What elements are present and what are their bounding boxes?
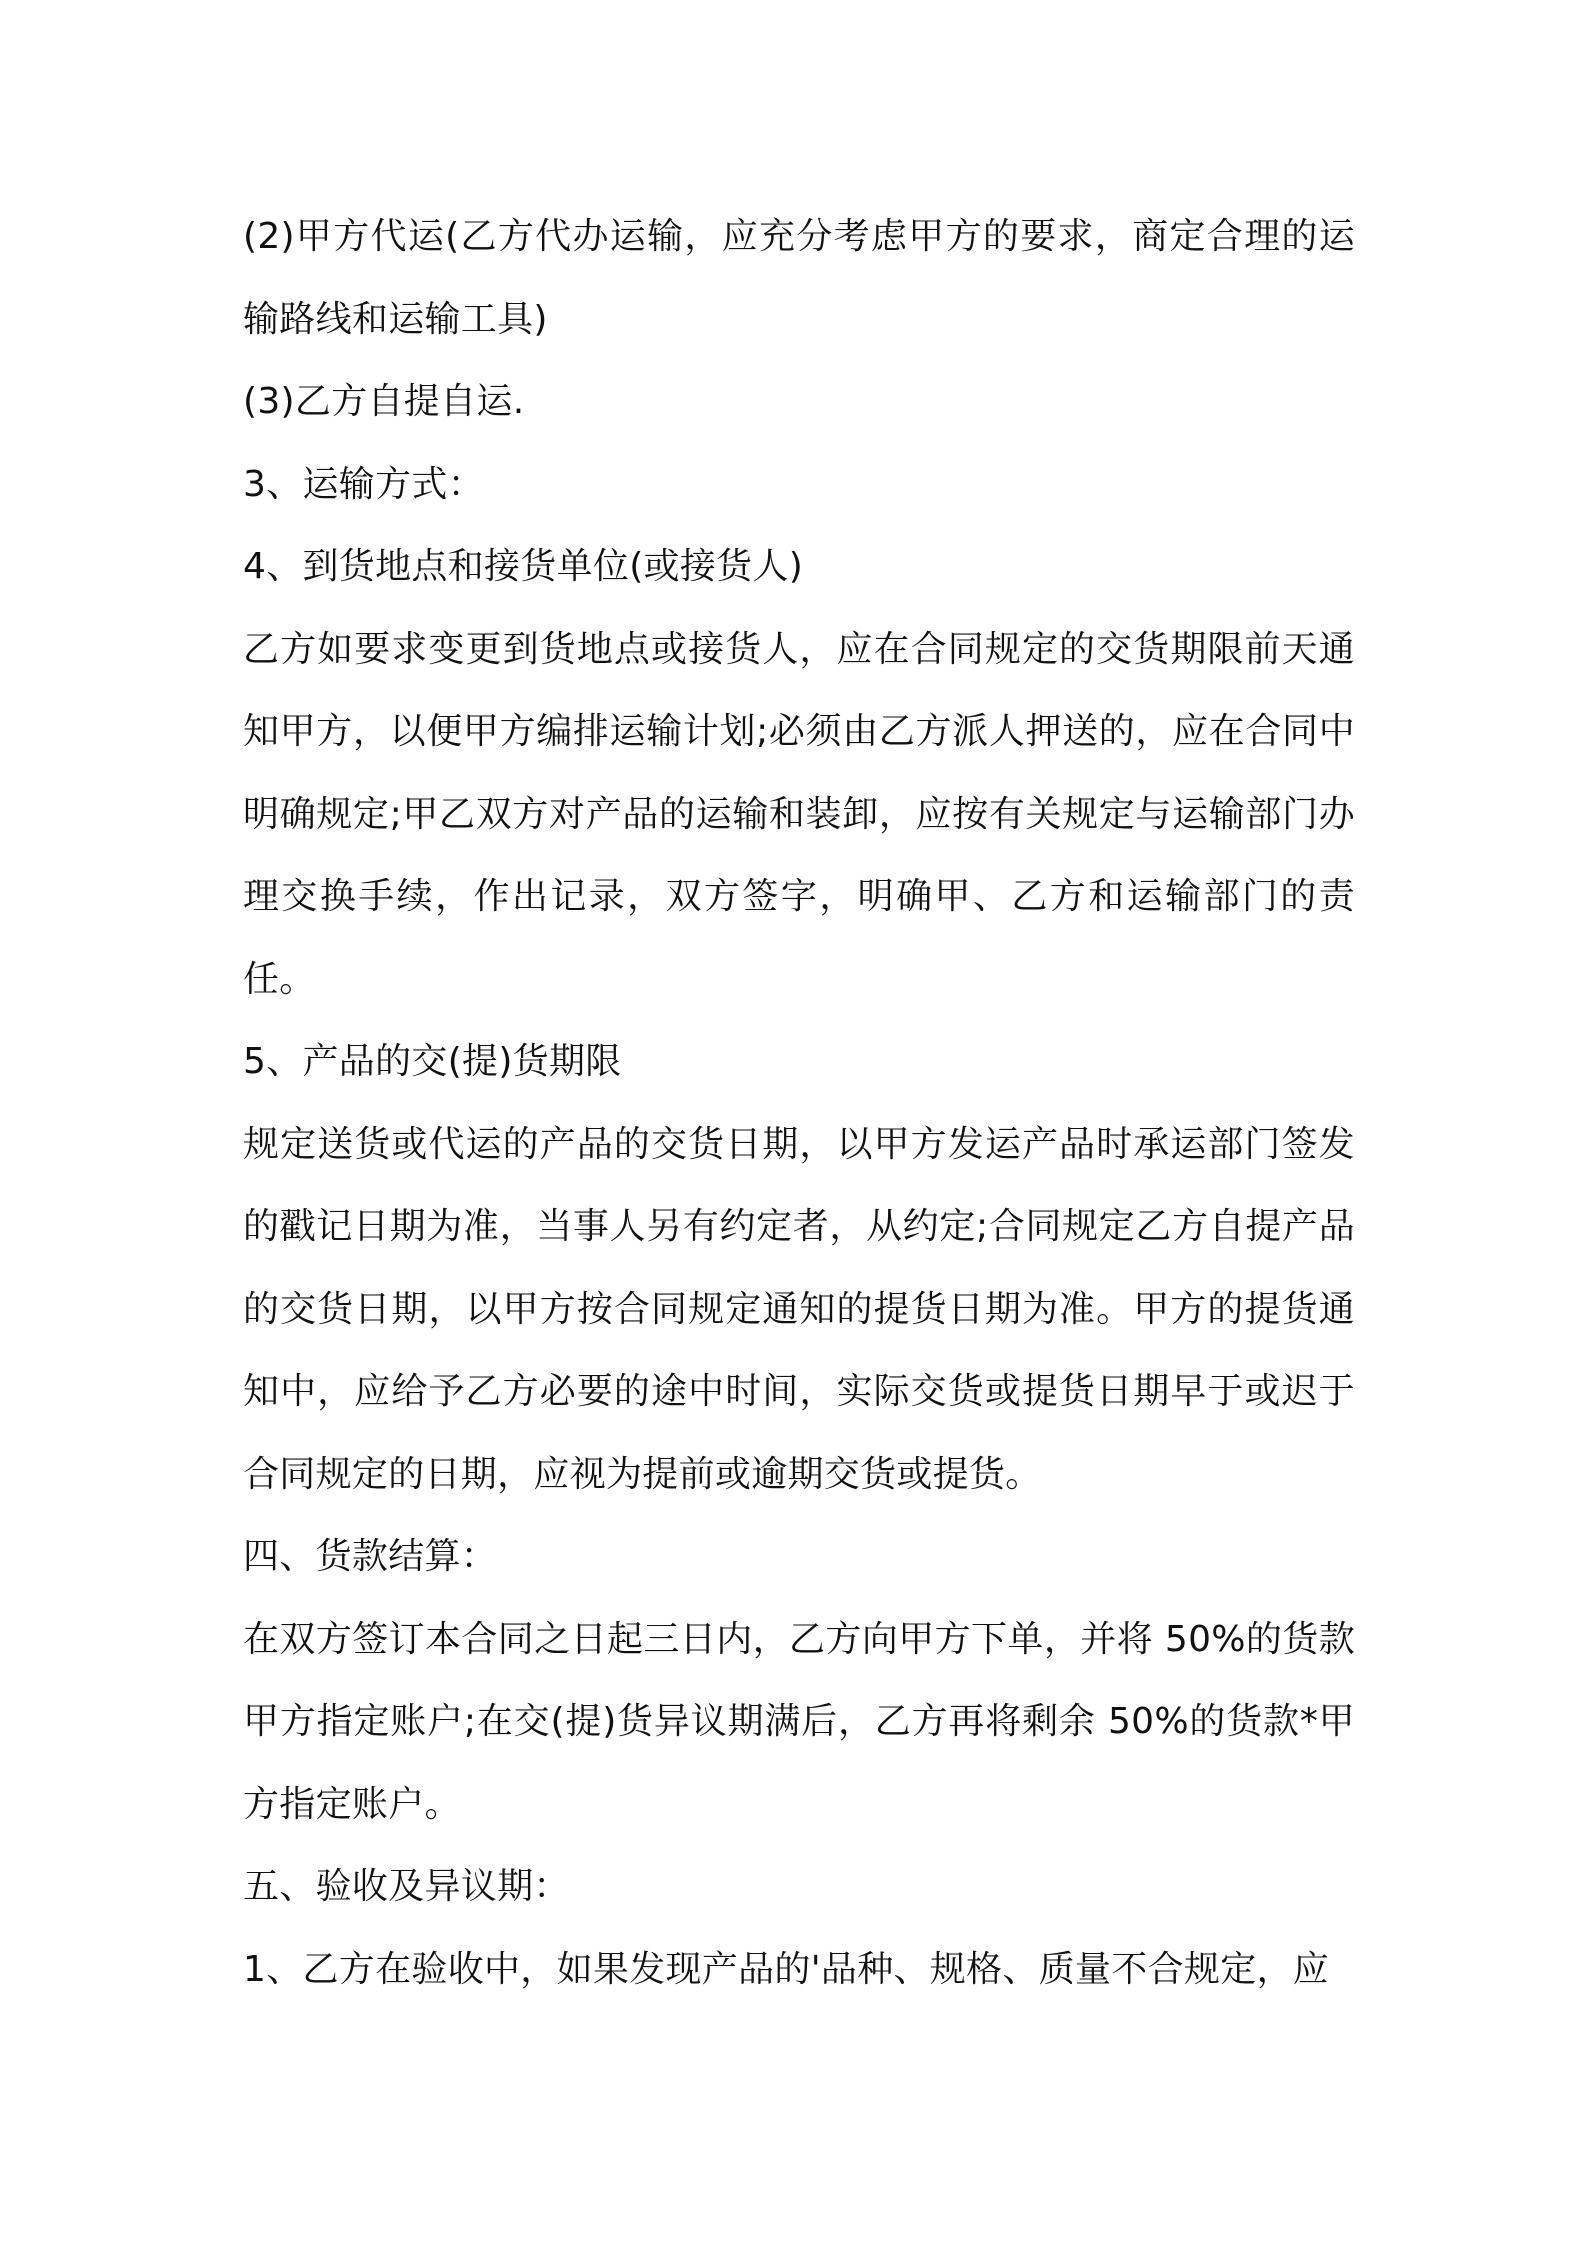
paragraph-acceptance-clause-1: 1、乙方在验收中，如果发现产品的'品种、规格、质量不合规定，应 (243, 1948, 1330, 1990)
paragraph-self-pickup: (3)乙方自提自运. (243, 381, 525, 422)
paragraph-delivery-change: 乙方如要求变更到货地点或接货人，应在合同规定的交货期限前天通知甲方，以便甲方编排运输计划;必须由乙方派人押送的，应在合同中明确规定;甲乙双方对产品的运输和装卸，应按有关规定与运输部门办理交换手续，作出记录，双方签字，明确甲、乙方和运输部门的责任。 (243, 628, 1355, 1000)
paragraph-transport-by-party-a: (2)甲方代运(乙方代办运输，应充分考虑甲方的要求，商定合理的运输路线和运输工具) (243, 216, 1355, 340)
heading-payment-settlement: 四、货款结算： (243, 1536, 498, 1577)
heading-delivery-location: 4、到货地点和接货单位(或接货人) (243, 546, 804, 587)
paragraph-delivery-date: 规定送货或代运的产品的交货日期，以甲方发运产品时承运部门签发的戳记日期为准，当事人另有约定者，从约定;合同规定乙方自提产品的交货日期，以甲方按合同规定通知的提货日期为准。甲方的提货通知中，应给予乙方必要的途中时间，实际交货或提货日期早于或迟于合同规定的日期，应视为提前或逾期交货或提货。 (243, 1123, 1355, 1495)
heading-acceptance-objection: 五、验收及异议期： (243, 1866, 570, 1907)
heading-delivery-period: 5、产品的交(提)货期限 (243, 1041, 622, 1082)
document-page (243, 196, 1355, 2011)
heading-transport-method: 3、运输方式： (243, 463, 485, 505)
paragraph-payment-terms: 在双方签订本合同之日起三日内，乙方向甲方下单，并将 50%的货款甲方指定账户;在交(提)货异议期满后，乙方再将剩余 50%的货款*甲方指定账户。 (243, 1618, 1355, 1825)
